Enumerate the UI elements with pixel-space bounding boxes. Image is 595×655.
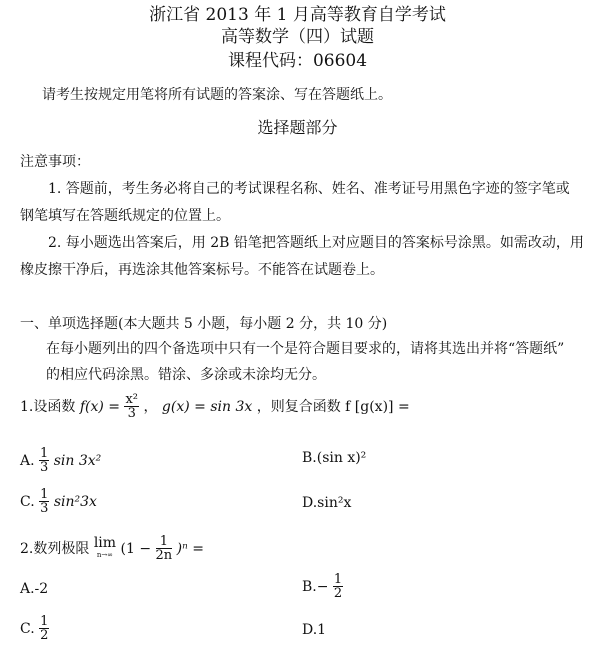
q2-frac-num: 1 [156,535,173,549]
q1-option-d: D.sin²x [302,495,352,511]
notes-heading: 注意事项： [20,154,90,170]
q2-prefix: 2.数列极限 [20,541,90,557]
q1-option-c-fraction [39,488,49,516]
q1-prefix: 1.设函数 [20,399,76,415]
q1-c-expr: sin²3x [53,494,97,510]
q1-a-den: 3 [40,460,49,475]
q1-option-c [20,487,97,517]
q1-option-a [20,446,101,476]
q2-option-b-label: B.− [302,579,329,595]
q2-option-a: A.-2 [20,581,49,597]
note-item2-line2: 橡皮擦干净后，再选涂其他答案标号。不能答在试题卷上。 [20,262,384,278]
q1-f-den: 3 [127,406,136,421]
course-code: 课程代码：06604 [227,51,368,71]
part-title: 选择题部分 [257,118,338,137]
q2-option-b [302,572,343,602]
q2-option-d: D.1 [302,622,327,638]
q2-c-den: 2 [40,628,49,643]
q2-expr-close: )ⁿ = [176,541,204,557]
q2-option-c-label: C. [20,621,35,637]
q2-b-num: 1 [333,572,343,587]
q2-fraction [156,535,173,563]
q2-option-c [20,614,49,644]
section-desc-line1: 在每小题列出的四个备选项中只有一个是符合题目要求的，请将其选出并将“答题纸” [46,341,565,357]
q2-b-den: 2 [333,586,343,601]
q2-frac-den: 2n [155,548,173,563]
q1-f-fraction [124,393,139,421]
q1-a-num: 1 [40,446,49,461]
question-1: 1.设函数 f(x) = $\frac{\text{x²}}{3}$ ， g(x) = sin 3x ，则复合函数 f [g(x)] = [20,392,410,421]
note-item1-line1: 1. 答题前，考生务必将自己的考试课程名称、姓名、准考证号用黑色字迹的签字笔或 [48,181,570,197]
q1-c-num: 1 [40,487,49,502]
q1-option-a-label: A. [20,453,35,469]
q1-option-c-label: C. [20,494,35,510]
section-heading: 一、单项选择题(本大题共 5 小题，每小题 2 分，共 10 分) [20,316,388,332]
q1-suffix: ，则复合函数 f [g(x)] = [256,399,410,415]
q1-f-num: x² [125,392,138,407]
q2-option-b-fraction [333,573,343,601]
q2-option-c-fraction [39,615,49,643]
q1-g: g(x) = sin 3x [161,399,253,415]
q2-lim-word: lim [93,535,117,551]
q1-option-b: B.(sin x)² [302,450,367,466]
general-instruction: 请考生按规定用笔将所有试题的答案涂、写在答题纸上。 [42,87,392,103]
q2-limit [94,537,116,561]
question-2 [20,534,204,564]
exam-title-line2: 高等数学（四）试题 [221,27,374,47]
q2-lim-sub: n→∞ [96,551,114,559]
q2-c-num: 1 [40,614,49,629]
q1-a-expr: sin 3x² [53,453,102,469]
exam-title-line1: 浙江省 2013 年 1 月高等教育自学考试 [149,5,446,25]
section-desc-line2: 的相应代码涂黑。错涂、多涂或未涂均无分。 [46,367,326,383]
q1-f-lhs: f(x) = [79,399,120,415]
q2-expr-open: (1 − [120,541,152,557]
q1-c-den: 3 [40,501,49,516]
note-item1-line2: 钢笔填写在答题纸规定的位置上。 [20,208,230,224]
q1-option-a-fraction [39,447,49,475]
note-item2-line1: 2. 每小题选出答案后，用 2B 铅笔把答题纸上对应题目的答案标号涂黑。如需改动，用 [48,235,584,251]
